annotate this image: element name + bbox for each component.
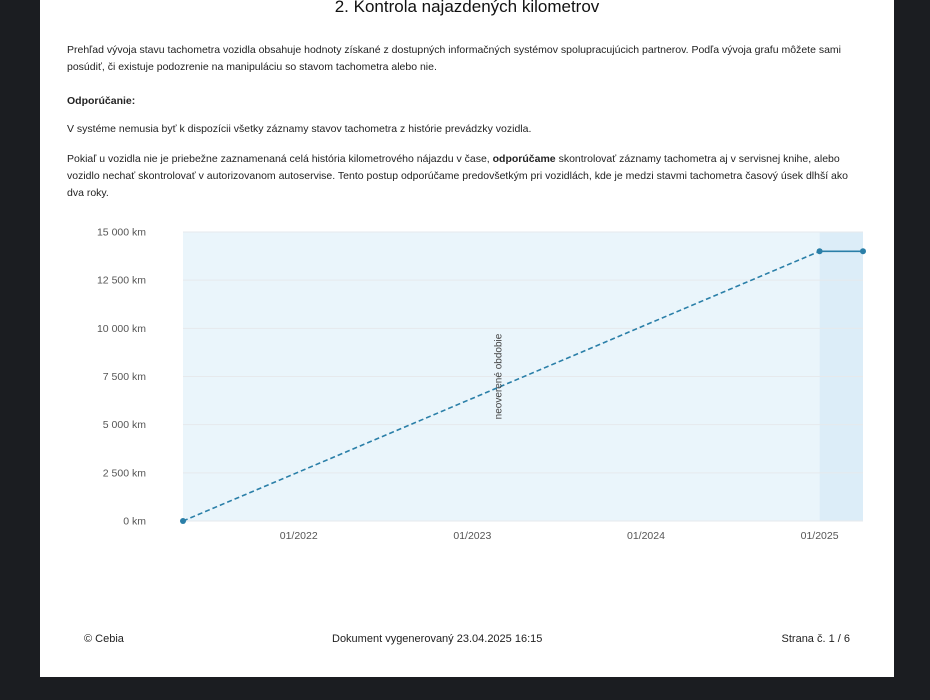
note-paragraph: V systéme nemusia byť k dispozícii všetky záznamy stavov tachometra z histórie prevádzky vozidla. xyxy=(67,123,532,135)
y-tick-label: 5 000 km xyxy=(102,419,146,432)
footer-copyright: © Cebia xyxy=(84,633,124,645)
y-tick-label: 0 km xyxy=(123,515,146,528)
report-page xyxy=(40,0,894,677)
advice-text-end: skontrolovať záznamy tachometra aj v servisnej knihe, alebo vozidlo nechať skontrolovať v autorizovanom autoservise. Tento postup odporúčame predovšetkým pri vozidlách, kde je medzi stavmi tachometra časový úsek dlhší ako dva roky. xyxy=(67,153,848,199)
y-tick-label: 12 500 km xyxy=(96,274,146,287)
y-tick-label: 2 500 km xyxy=(102,467,146,480)
recommendation-heading: Odporúčanie: xyxy=(67,95,136,107)
intro-paragraph: Prehľad vývoja stavu tachometra vozidla obsahuje hodnoty získané z dostupných informačných systémov spolupracujúcich partnerov. Podľa vývoja grafu môžete sami posúdiť, či existuje podozrenie na manipuláciu so stavom tachometra alebo nie. xyxy=(67,44,841,73)
x-tick-label: 01/2025 xyxy=(800,530,839,542)
y-tick-label: 10 000 km xyxy=(96,322,146,335)
footer-page-number: Strana č. 1 / 6 xyxy=(781,633,850,645)
advice-text-start: Pokiaľ u vozidla nie je priebežne zaznamenaná celá história kilometrového nájazdu v čase, xyxy=(67,153,493,165)
y-tick-label: 15 000 km xyxy=(96,226,146,239)
odometer-data-point xyxy=(817,248,823,254)
unverified-period-label: neoverené obdobie xyxy=(493,333,505,420)
odometer-data-point xyxy=(180,518,186,524)
x-tick-label: 01/2022 xyxy=(279,530,318,542)
section-title: 2. Kontrola najazdených kilometrov xyxy=(334,0,600,16)
advice-paragraph xyxy=(67,151,867,202)
advice-emphasis: odporúčame xyxy=(492,153,556,165)
y-tick-label: 7 500 km xyxy=(102,371,146,383)
odometer-chart xyxy=(64,222,884,552)
odometer-data-point xyxy=(860,248,866,254)
footer-generated: Dokument vygenerovaný 23.04.2025 16:15 xyxy=(332,633,543,645)
x-tick-label: 01/2023 xyxy=(453,530,492,542)
x-tick-label: 01/2024 xyxy=(626,530,665,542)
